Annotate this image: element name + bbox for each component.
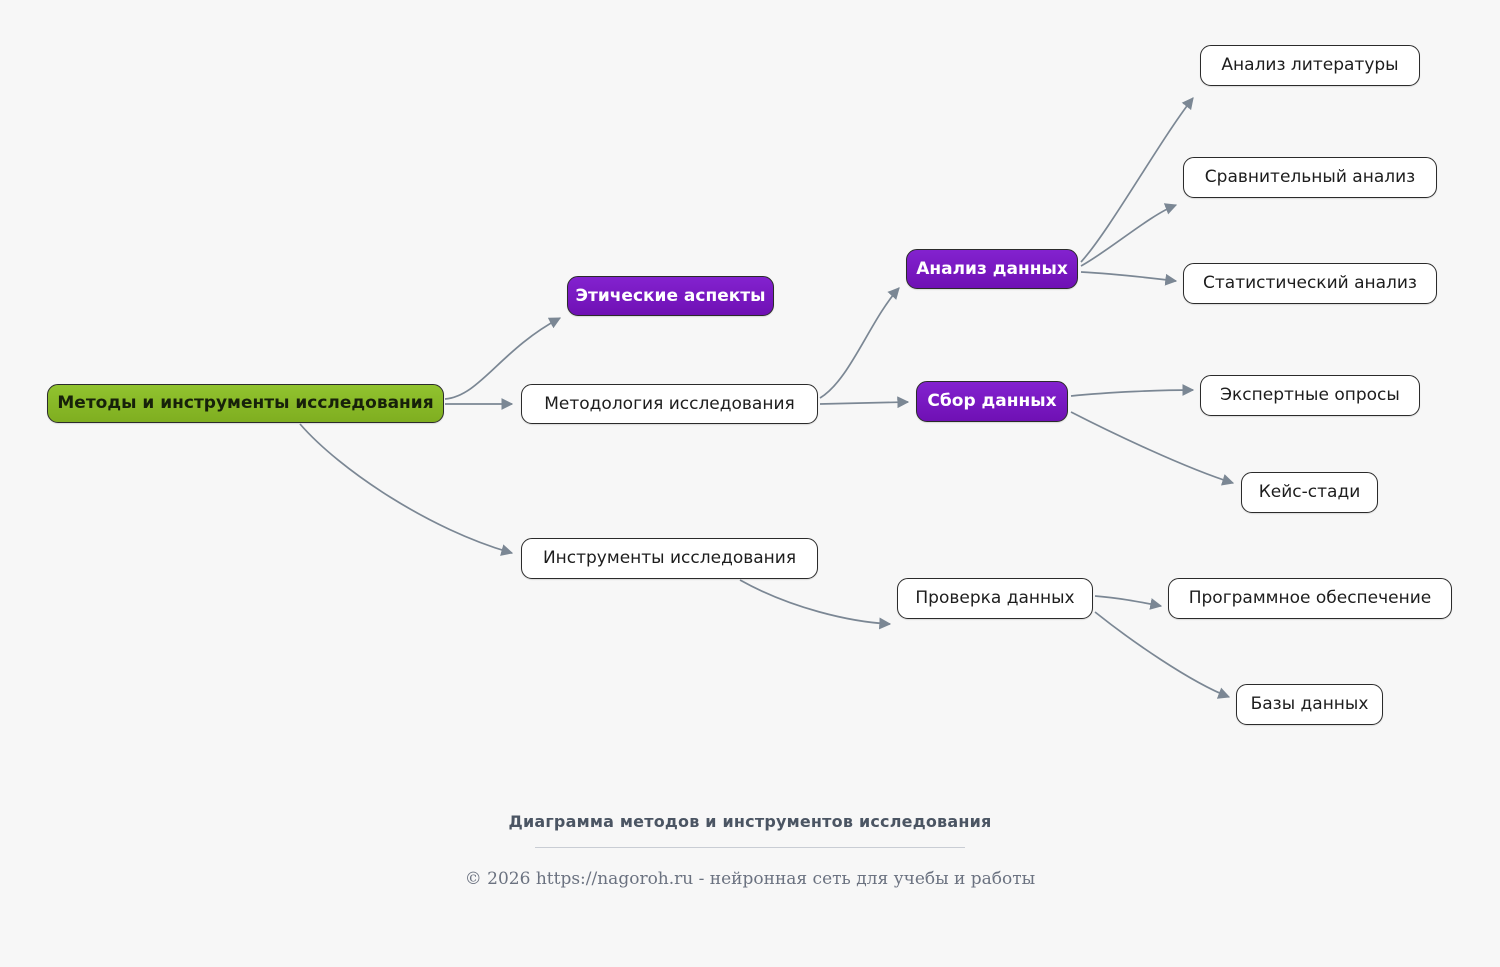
node-statistical[interactable] — [1183, 263, 1437, 304]
node-label: Сбор данных — [927, 391, 1057, 412]
node-label: Методология исследования — [544, 393, 795, 414]
node-label: Сравнительный анализ — [1204, 167, 1416, 188]
edge-tools-to-validation — [740, 580, 890, 624]
node-label: Экспертные опросы — [1220, 385, 1400, 406]
node-surveys[interactable] — [1200, 375, 1420, 416]
node-label: Статистический анализ — [1203, 273, 1417, 294]
node-label: Методы и инструменты исследования — [57, 393, 434, 414]
edge-collection-to-surveys — [1071, 390, 1193, 396]
node-casestudy[interactable] — [1241, 472, 1378, 513]
edge-methodology-to-collection — [820, 402, 908, 404]
caption-divider — [535, 847, 965, 848]
edge-analysis-to-statistical — [1081, 272, 1176, 281]
node-validation[interactable] — [897, 578, 1093, 619]
node-label: Инструменты исследования — [542, 548, 797, 569]
edge-analysis-to-literature — [1081, 98, 1193, 262]
node-label: Анализ литературы — [1221, 55, 1399, 76]
node-label: Этические аспекты — [575, 285, 766, 306]
node-literature[interactable] — [1200, 45, 1420, 86]
node-software[interactable] — [1168, 578, 1452, 619]
node-databases[interactable] — [1236, 684, 1383, 725]
node-label: Кейс-стади — [1258, 482, 1361, 503]
edge-validation-to-databases — [1095, 612, 1229, 697]
node-label: Анализ данных — [916, 258, 1068, 279]
node-analysis[interactable] — [906, 249, 1078, 289]
node-collection[interactable] — [916, 381, 1068, 422]
node-root[interactable] — [47, 384, 444, 423]
node-tools[interactable] — [521, 538, 818, 579]
edge-methodology-to-analysis — [820, 288, 899, 398]
diagram-caption: Диаграмма методов и инструментов исследования — [508, 812, 992, 831]
edge-analysis-to-comparative — [1081, 205, 1176, 266]
edge-collection-to-casestudy — [1071, 412, 1233, 483]
node-label: Проверка данных — [915, 588, 1075, 609]
edge-root-to-tools — [300, 424, 512, 553]
footer-credit: © 2026 https://nagoroh.ru - нейронная сеть для учебы и работы — [464, 869, 1036, 889]
edge-validation-to-software — [1095, 596, 1161, 606]
node-label: Базы данных — [1250, 694, 1369, 715]
node-label: Программное обеспечение — [1188, 588, 1432, 609]
node-comparative[interactable] — [1183, 157, 1437, 198]
node-methodology[interactable] — [521, 384, 818, 424]
node-ethics[interactable] — [567, 276, 774, 316]
